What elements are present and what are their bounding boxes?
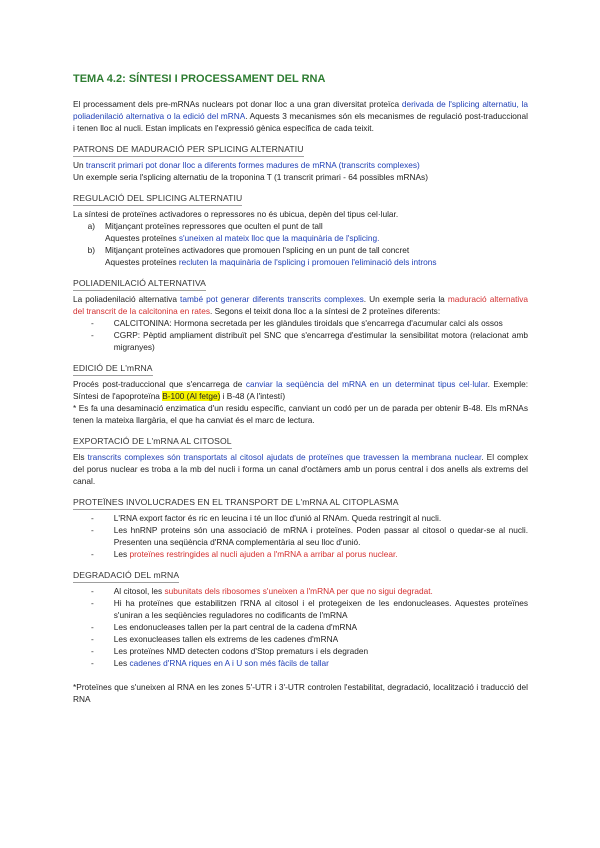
dash-marker: -: [91, 549, 94, 559]
dash-marker: -: [91, 622, 94, 632]
poli-text-1: La poliadenilació alternativa: [73, 294, 181, 304]
export-text-2: . El complex del porus nuclear es troba a la mb del nucli i forma un canal d'octàmers amb un porus central i dos anells als extrems del canal.: [73, 452, 529, 486]
degradacio-bullet-3-text: Les endonucleases tallen per la part central de la cadena d'mRNA: [113, 622, 358, 632]
degradacio-bullet-4: [73, 633, 528, 645]
dash-marker: -: [91, 646, 94, 656]
poli-bullet-2: [73, 329, 528, 353]
patrons-line-1: [73, 159, 528, 171]
dash-marker: -: [91, 586, 94, 596]
section-exportacio: [73, 435, 528, 487]
item-a-detail-highlight: s'uneixen al mateix lloc que la maquinària de l'splicing.: [178, 233, 380, 243]
regulacio-line-1: La síntesi de proteïnes activadores o repressores no és ubicua, depèn del tipus cel·lular.: [73, 209, 399, 219]
patrons-line-1-text: Un: [73, 160, 86, 170]
poli-text-3: . Segons el teixit dona lloc a la síntesi de 2 proteïnes diferents:: [209, 306, 441, 316]
item-a-text: Mitjançant proteïnes repressores que oculten el punt de tall: [105, 221, 323, 231]
poli-highlight-blue: també pot generar diferents transcrits complexes: [180, 294, 364, 304]
poli-bullet-2-text: CGRP: Pèptid ampliament distribuït pel SNC que s'encarrega d'estimular la sensibilitat motora (relacionat amb migranyes): [113, 330, 528, 352]
edicio-text-3: i B-48 (A l'intestí): [220, 391, 286, 401]
degradacio-bullet-1-lead: Al citosol, les: [113, 586, 165, 596]
section-proteines: [73, 496, 528, 560]
proteines-bullet-3-lead: Les: [113, 549, 130, 559]
item-b-marker: b): [87, 245, 95, 255]
degradacio-bullet-5-text: Les proteïnes NMD detecten codons d'Stop prematurs i els degraden: [113, 646, 369, 656]
export-highlight: transcrits complexes són transportats al citosol ajudats de proteïnes que travessen la membrana nuclear: [87, 452, 482, 462]
intro-text-1: El processament dels pre-mRNAs nuclears pot donar lloc a una gran diversitat proteïca: [73, 99, 402, 109]
final-note: *Proteïnes que s'uneixen al RNA en les zones 5'-UTR i 3'-UTR controlen l'estabilitat, degradació, localització i traducció del RNA: [73, 682, 528, 704]
dash-marker: -: [91, 634, 94, 644]
poli-bullet-1-text: CALCITONINA: Hormona secretada per les glàndules tiroidals que s'encarrega d'acumular calci als ossos: [113, 318, 503, 328]
degradacio-bullet-6-lead: Les: [113, 658, 130, 668]
heading-poliadenilacio: POLIADENILACIÓ ALTERNATIVA: [73, 277, 206, 291]
proteines-bullet-1: [73, 512, 528, 524]
proteines-bullet-3-highlight: proteïnes restringides al nucli ajuden a l'mRNA a arribar al porus nuclear.: [129, 549, 398, 559]
page-title: TEMA 4.2: SÍNTESI I PROCESSAMENT DEL RNA: [73, 73, 326, 85]
dash-marker: -: [91, 525, 94, 535]
intro-highlight: derivada de l'splicing alternatiu, la poliadenilació alternativa o la edició del mRNA: [73, 99, 528, 121]
section-poliadenilacio: [73, 277, 528, 353]
heading-degradacio: DEGRADACIÓ DEL mRNA: [73, 569, 179, 583]
item-b-detail: [73, 256, 528, 268]
dash-marker: -: [91, 598, 94, 608]
proteines-bullet-3: [73, 548, 528, 560]
proteines-bullet-1-text: L'RNA export factor és ric en leucina i té un lloc d'unió al RNAm. Queda restringit al nucli.: [113, 513, 442, 523]
edicio-note: * Es fa una desaminació enzimatica d'un residu específic, canviant un codó per un de parada per obtenir B-48. Els mRNAs tenen la mateixa llargària, el que ha canviat és el marc de lectura.: [73, 403, 528, 425]
degradacio-bullet-4-text: Les exonucleases tallen els extrems de les cadenes d'mRNA: [113, 634, 339, 644]
proteines-bullet-2-text: Les hnRNP proteins són una associació de mRNA i proteïnes. Poden passar al citosol o quedar-se al nucli. Presenten una seqüència d'RNA complementària al seu lloc d'unió.: [113, 525, 528, 547]
heading-regulacio: REGULACIÓ DEL SPLICING ALTERNATIU: [73, 192, 242, 206]
item-b-detail-text: Aquestes proteïnes: [105, 257, 179, 267]
degradacio-bullet-1-text: [104, 585, 528, 597]
edicio-text-2: . Exemple: Síntesi de l'apoproteïna: [73, 379, 529, 401]
heading-proteines: PROTEÏNES INVOLUCRADES EN EL TRANSPORT DE L'mRNA AL CITOPLASMA: [73, 496, 399, 510]
dash-marker: -: [91, 330, 94, 340]
dash-marker: -: [91, 658, 94, 668]
proteines-bullet-3-text: [104, 548, 528, 560]
degradacio-bullet-1-highlight: subunitats dels ribosomes s'uneixen a l'mRNA per que no sigui degradat.: [164, 586, 433, 596]
proteines-bullet-2: [73, 524, 528, 548]
edicio-text-1: Procés post-traduccional que s'encarrega de: [73, 379, 246, 389]
item-a-detail-text: Aquestes proteïnes: [105, 233, 179, 243]
dash-marker: -: [91, 513, 94, 523]
poli-text-2: . Un exemple seria la: [363, 294, 448, 304]
export-paragraph: [73, 451, 528, 487]
degradacio-bullet-2-text: Hi ha proteïnes que estabilitzen l'RNA al citosol i el protegeixen de les endonucleases. Aquestes proteïnes s'uniran a les seqüències reguladores no codificants de l'mRNA: [113, 598, 528, 620]
regulacio-item-b: [73, 244, 528, 256]
section-regulacio: [73, 192, 528, 268]
poli-paragraph: [73, 293, 528, 317]
heading-edicio: EDICIÓ DE L'mRNA: [73, 362, 153, 376]
heading-patrons: PATRONS DE MADURACIÓ PER SPLICING ALTERNATIU: [73, 143, 304, 157]
regulacio-item-a: [73, 220, 528, 232]
degradacio-bullet-3: [73, 621, 528, 633]
section-patrons: [73, 143, 528, 183]
edicio-highlight-yellow: B-100 (Al fetge): [162, 391, 221, 401]
degradacio-bullet-6: [73, 657, 528, 669]
intro-paragraph: [73, 98, 528, 134]
heading-exportacio: EXPORTACIÓ DE L'mRNA AL CITOSOL: [73, 435, 232, 449]
degradacio-bullet-5: [73, 645, 528, 657]
edicio-paragraph: [73, 378, 528, 402]
edicio-highlight-blue: canviar la seqüència del mRNA en un determinat tipus cel·lular: [245, 379, 488, 389]
dash-marker: -: [91, 318, 94, 328]
degradacio-bullet-2: [73, 597, 528, 621]
section-degradacio: [73, 569, 528, 669]
patrons-line-2: Un exemple seria l'splicing alternatiu de la troponina T (1 transcrit primari - 64 possibles mRNAs): [73, 172, 428, 182]
export-text-1: Els: [73, 452, 88, 462]
item-b-detail-highlight: recluten la maquinària de l'splicing i promouen l'eliminació dels introns: [178, 257, 437, 267]
degradacio-bullet-1: [73, 585, 528, 597]
patrons-line-1-highlight: transcrit primari pot donar lloc a diferents formes madures de mRNA (transcrits complexes): [85, 160, 420, 170]
degradacio-bullet-6-highlight: cadenes d'RNA riques en A i U son més fàcils de tallar: [129, 658, 329, 668]
intro-text-2: . Aquests 3 mecanismes són els mecanismes de regulació post-traduccional i tenen lloc al nucli. Estan implicats en l'expressió gènica específica de cada teixit.: [73, 111, 528, 133]
poli-highlight-red: maduració alternativa del transcrit de la calcitonina en rates: [73, 294, 528, 316]
section-edicio: [73, 362, 528, 426]
document-content: [73, 72, 528, 705]
degradacio-bullet-6-text: [104, 657, 528, 669]
item-b-text: Mitjançant proteïnes activadores que promouen l'splicing en un punt de tall concret: [105, 245, 410, 255]
item-a-marker: a): [87, 221, 95, 231]
item-a-detail: [73, 232, 528, 244]
poli-bullet-1: [73, 317, 528, 329]
